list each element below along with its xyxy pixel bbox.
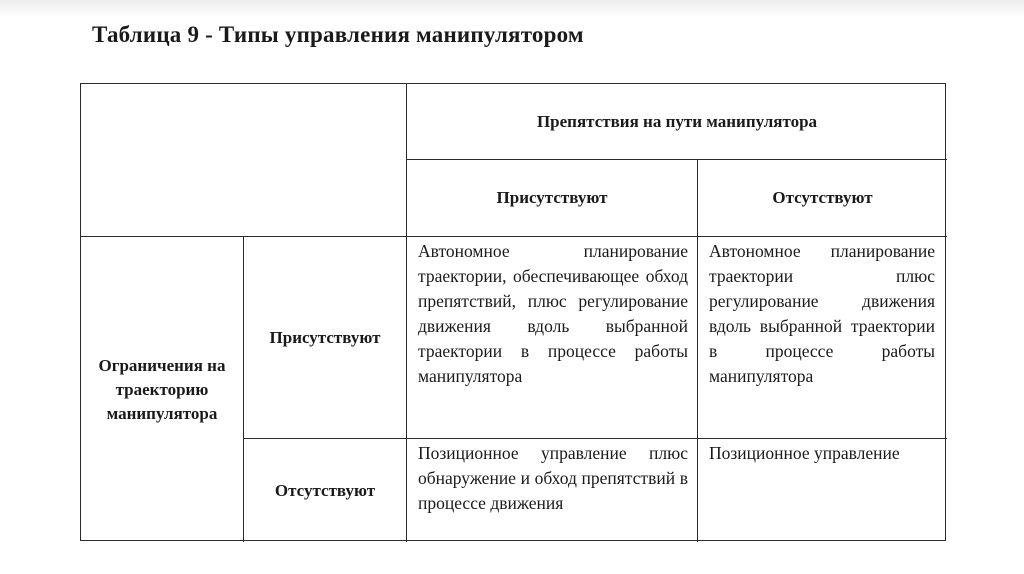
cell-absent-absent: Позиционное управление <box>709 443 900 463</box>
document-title: Таблица 9 - Типы управления манипулятором <box>92 22 584 47</box>
header-present <box>407 160 698 237</box>
header-obstacles <box>407 84 947 160</box>
header-absent-label: Отсутствуют <box>772 188 873 207</box>
header-obstacles-label: Препятствия на пути манипулятора <box>536 111 818 131</box>
row-absent-label-text: Отсутствуют <box>274 480 376 500</box>
page-top-shadow <box>0 0 1024 18</box>
table-corner-cell <box>81 84 407 237</box>
cell-absent-present: Позиционное управление плюс обнаружение и обход препятствий в процессе движения <box>407 439 698 542</box>
row-group-label <box>81 237 244 542</box>
header-present-label: Присутствуют <box>496 188 608 207</box>
row-present-label <box>244 237 407 439</box>
cell-present-present: Автономное планирование траектории, обеспечивающее обход препятствий, плюс регулирование движения вдоль выбранной траектории в процессе работы манипулятора <box>407 237 698 439</box>
header-absent <box>698 160 947 237</box>
row-absent-label <box>244 439 407 542</box>
control-types-table <box>80 83 946 541</box>
cell-present-absent: Автономное планирование траектории плюс регулирование движения вдоль выбранной траектории в процессе работы манипулятора <box>698 237 947 439</box>
row-present-label-text: Присутствуют <box>269 327 381 347</box>
row-group-label-text: Ограничения на траекторию манипулятора <box>98 355 226 423</box>
